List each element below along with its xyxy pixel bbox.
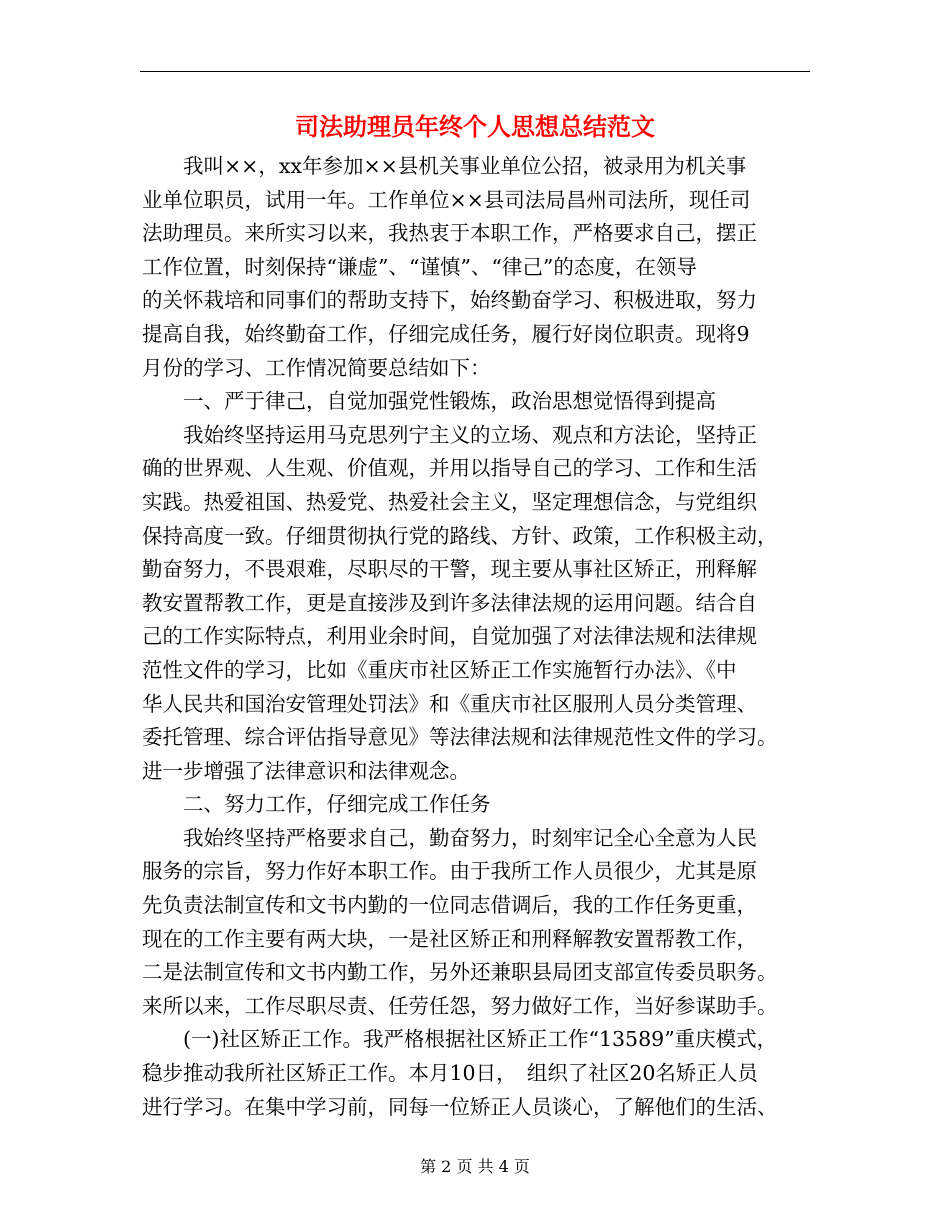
body-line: 己的工作实际特点，利用业余时间，自觉加强了对法律法规和法律规 xyxy=(142,624,757,649)
body-line: 委托管理、综合评估指导意见》等法律法规和法律规范性文件的学习。 xyxy=(142,725,778,750)
body-line: 服务的宗旨，努力作好本职工作。由于我所工作人员很少，尤其是原 xyxy=(142,859,757,884)
body-line: 我始终坚持运用马克思列宁主义的立场、观点和方法论，坚持正 xyxy=(142,422,757,447)
body-line: 稳步推动我所社区矫正工作。本月10日， 组织了社区20名矫正人员 xyxy=(142,1061,758,1086)
body-line: 实践。热爱祖国、热爱党、热爱社会主义，坚定理想信念，与党组织 xyxy=(142,489,757,514)
body-line: (一)社区矫正工作。我严格根据社区矫正工作“13589”重庆模式， xyxy=(142,1027,778,1052)
body-line: 保持高度一致。仔细贯彻执行党的路线、方针、政策，工作积极主动， xyxy=(142,523,778,548)
body-line: 确的世界观、人生观、价值观，并用以指导自己的学习、工作和生活 xyxy=(142,456,757,481)
body-line: 工作位置，时刻保持“谦虚”、“谨慎”、“律己”的态度，在领导 xyxy=(142,254,697,279)
page-footer: 第 2 页 共 4 页 xyxy=(420,1157,530,1176)
body-line: 我叫××，xx年参加××县机关事业单位公招，被录用为机关事 xyxy=(142,154,747,178)
body-line: 范性文件的学习，比如《重庆市社区矫正工作实施暂行办法》、《中 xyxy=(142,657,737,682)
document-title: 司法助理员年终个人思想总结范文 xyxy=(295,112,655,141)
body-line: 一、严于律己，自觉加强党性锻炼，政治思想觉悟得到提高 xyxy=(142,389,716,414)
document-body xyxy=(142,150,812,1124)
body-line: 月份的学习、工作情况简要总结如下： xyxy=(142,355,491,380)
body-line: 二是法制宣传和文书内勤工作，另外还兼职县局团支部宣传委员职务。 xyxy=(142,960,778,985)
body-line: 华人民共和国治安管理处罚法》和《重庆市社区服刑人员分类管理、 xyxy=(142,691,757,716)
body-line: 进一步增强了法律意识和法律观念。 xyxy=(142,758,470,783)
body-line: 业单位职员，试用一年。工作单位××县司法局昌州司法所，现任司 xyxy=(142,187,751,212)
body-line: 教安置帮教工作，更是直接涉及到许多法律法规的运用问题。结合自 xyxy=(142,590,757,615)
body-line: 的关怀栽培和同事们的帮助支持下，始终勤奋学习、积极进取，努力 xyxy=(142,288,757,313)
body-line: 二、努力工作，仔细完成工作任务 xyxy=(142,792,491,817)
body-line: 来所以来，工作尽职尽责、任劳任怨，努力做好工作，当好参谋助手。 xyxy=(142,993,778,1018)
body-line: 现在的工作主要有两大块，一是社区矫正和刑释解教安置帮教工作， xyxy=(142,926,757,951)
body-line: 先负责法制宣传和文书内勤的一位同志借调后，我的工作任务更重， xyxy=(142,893,757,918)
body-line: 勤奋努力，不畏艰难，尽职尽的干警，现主要从事社区矫正，刑释解 xyxy=(142,557,757,582)
body-line: 进行学习。在集中学习前，同每一位矫正人员谈心，了解他们的生活、 xyxy=(142,1094,778,1119)
body-line: 法助理员。来所实习以来，我热衷于本职工作，严格要求自己，摆正 xyxy=(142,221,757,246)
body-line: 提高自我，始终勤奋工作，仔细完成任务，履行好岗位职责。现将9 xyxy=(142,321,750,346)
header-rule xyxy=(140,71,810,72)
body-line: 我始终坚持严格要求自己，勤奋努力，时刻牢记全心全意为人民 xyxy=(142,825,757,850)
